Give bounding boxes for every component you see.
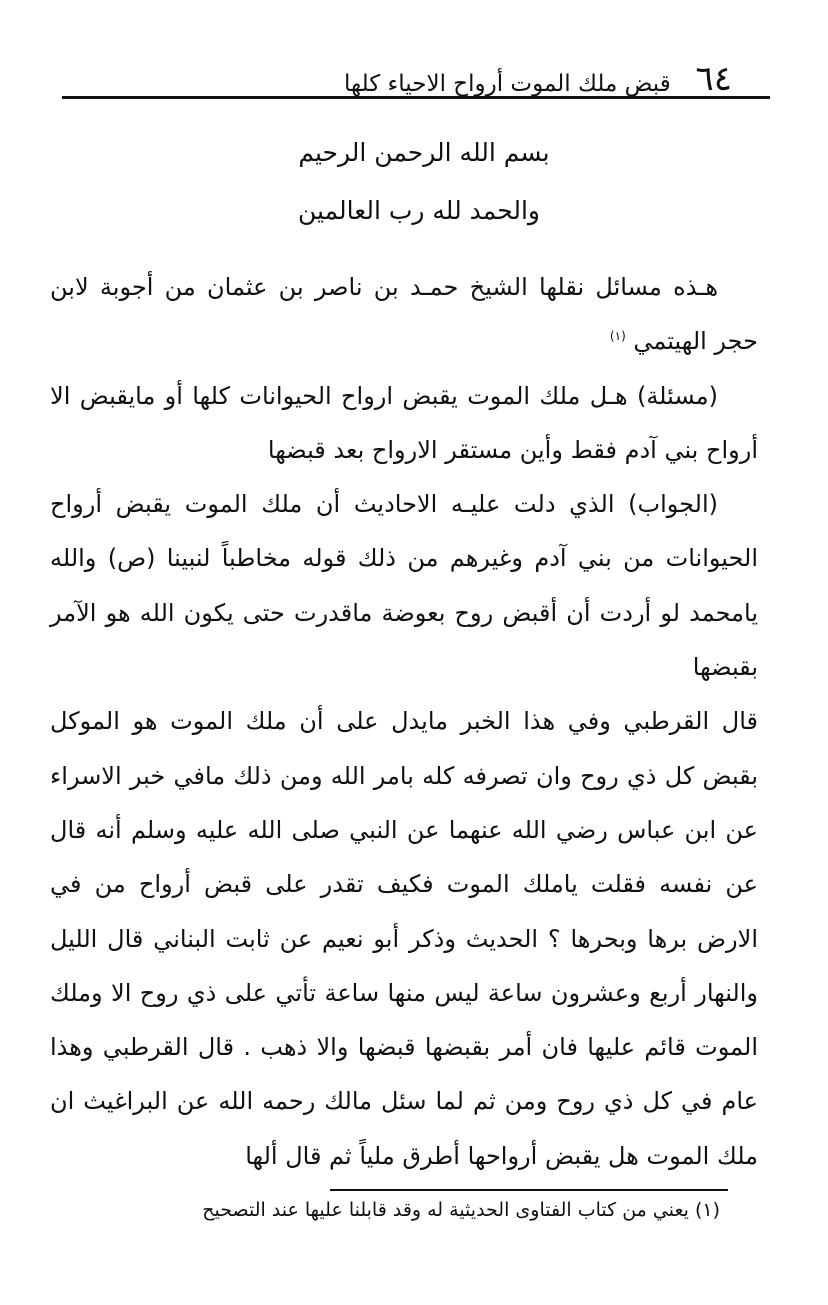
running-title: قبض ملك الموت أرواح الاحياء كلها xyxy=(344,71,671,97)
footnote-marker: (١) xyxy=(609,329,626,344)
footnote-rule xyxy=(330,1189,728,1191)
running-head xyxy=(64,44,744,99)
answer-paragraph: (الجواب) الذي دلت عليـه الاحاديث أن ملك الموت يقبض أرواح الحيوانات من بني آدم وغيرهم من ذلك قوله مخاطباً لنبينا (ص) والله يامحمد لو أردت أن أقبض روح بعوضة ماقدرت حتى يكون الله هو الآمر بقبضها xyxy=(50,490,758,682)
basmala: بسم الله الرحمن الرحيم xyxy=(298,138,550,167)
header-rule xyxy=(62,96,770,99)
qurtubi-paragraph: قال القرطبي وفي هذا الخبر مايدل على أن ملك الموت هو الموكل بقبض كل ذي روح وان تصرفه كله بامر الله ومن ذلك مافي خبر الاسراء عن ابن عباس رضي الله عنهما عن النبي صلى الله عليه وسلم أنه قال عن نفسه فقلت ياملك الموت فكيف تقدر على قبض أرواح من في الارض برها وبحرها ؟ الحديث وذكر أبو نعيم عن ثابت البناني قال الليل والنهار أربع وعشرون ساعة ليس منها ساعة تأتي على ذي روح الا وملك الموت قائم عليها فان أمر بقبضها قبضها والا ذهب . قال القرطبي وهذا عام في كل ذي روح ومن ثم لما سئل مالك رحمه الله عن البراغيث ان ملك الموت هل يقبض أرواحها أطرق ملياً ثم قال ألها xyxy=(50,707,758,1170)
body-text xyxy=(50,260,758,1183)
hamdala: والحمد لله رب العالمين xyxy=(298,196,540,225)
footnote: (١) يعني من كتاب الفتاوى الحديثية له وقد قابلنا عليها عند التصحيح xyxy=(202,1199,720,1221)
intro-text: هـذه مسائل نقلها الشيخ حمـد بن ناصر بن عثمان من أجوبة لابن حجر الهيتمي xyxy=(50,273,758,356)
page-number: ٦٤ xyxy=(695,59,732,99)
intro-paragraph xyxy=(50,260,758,369)
question-paragraph: (مسئلة) هـل ملك الموت يقبض ارواح الحيوانات كلها أو مايقبض الا أرواح بني آدم فقط وأين مستقر الارواح بعد قبضها xyxy=(50,381,758,464)
